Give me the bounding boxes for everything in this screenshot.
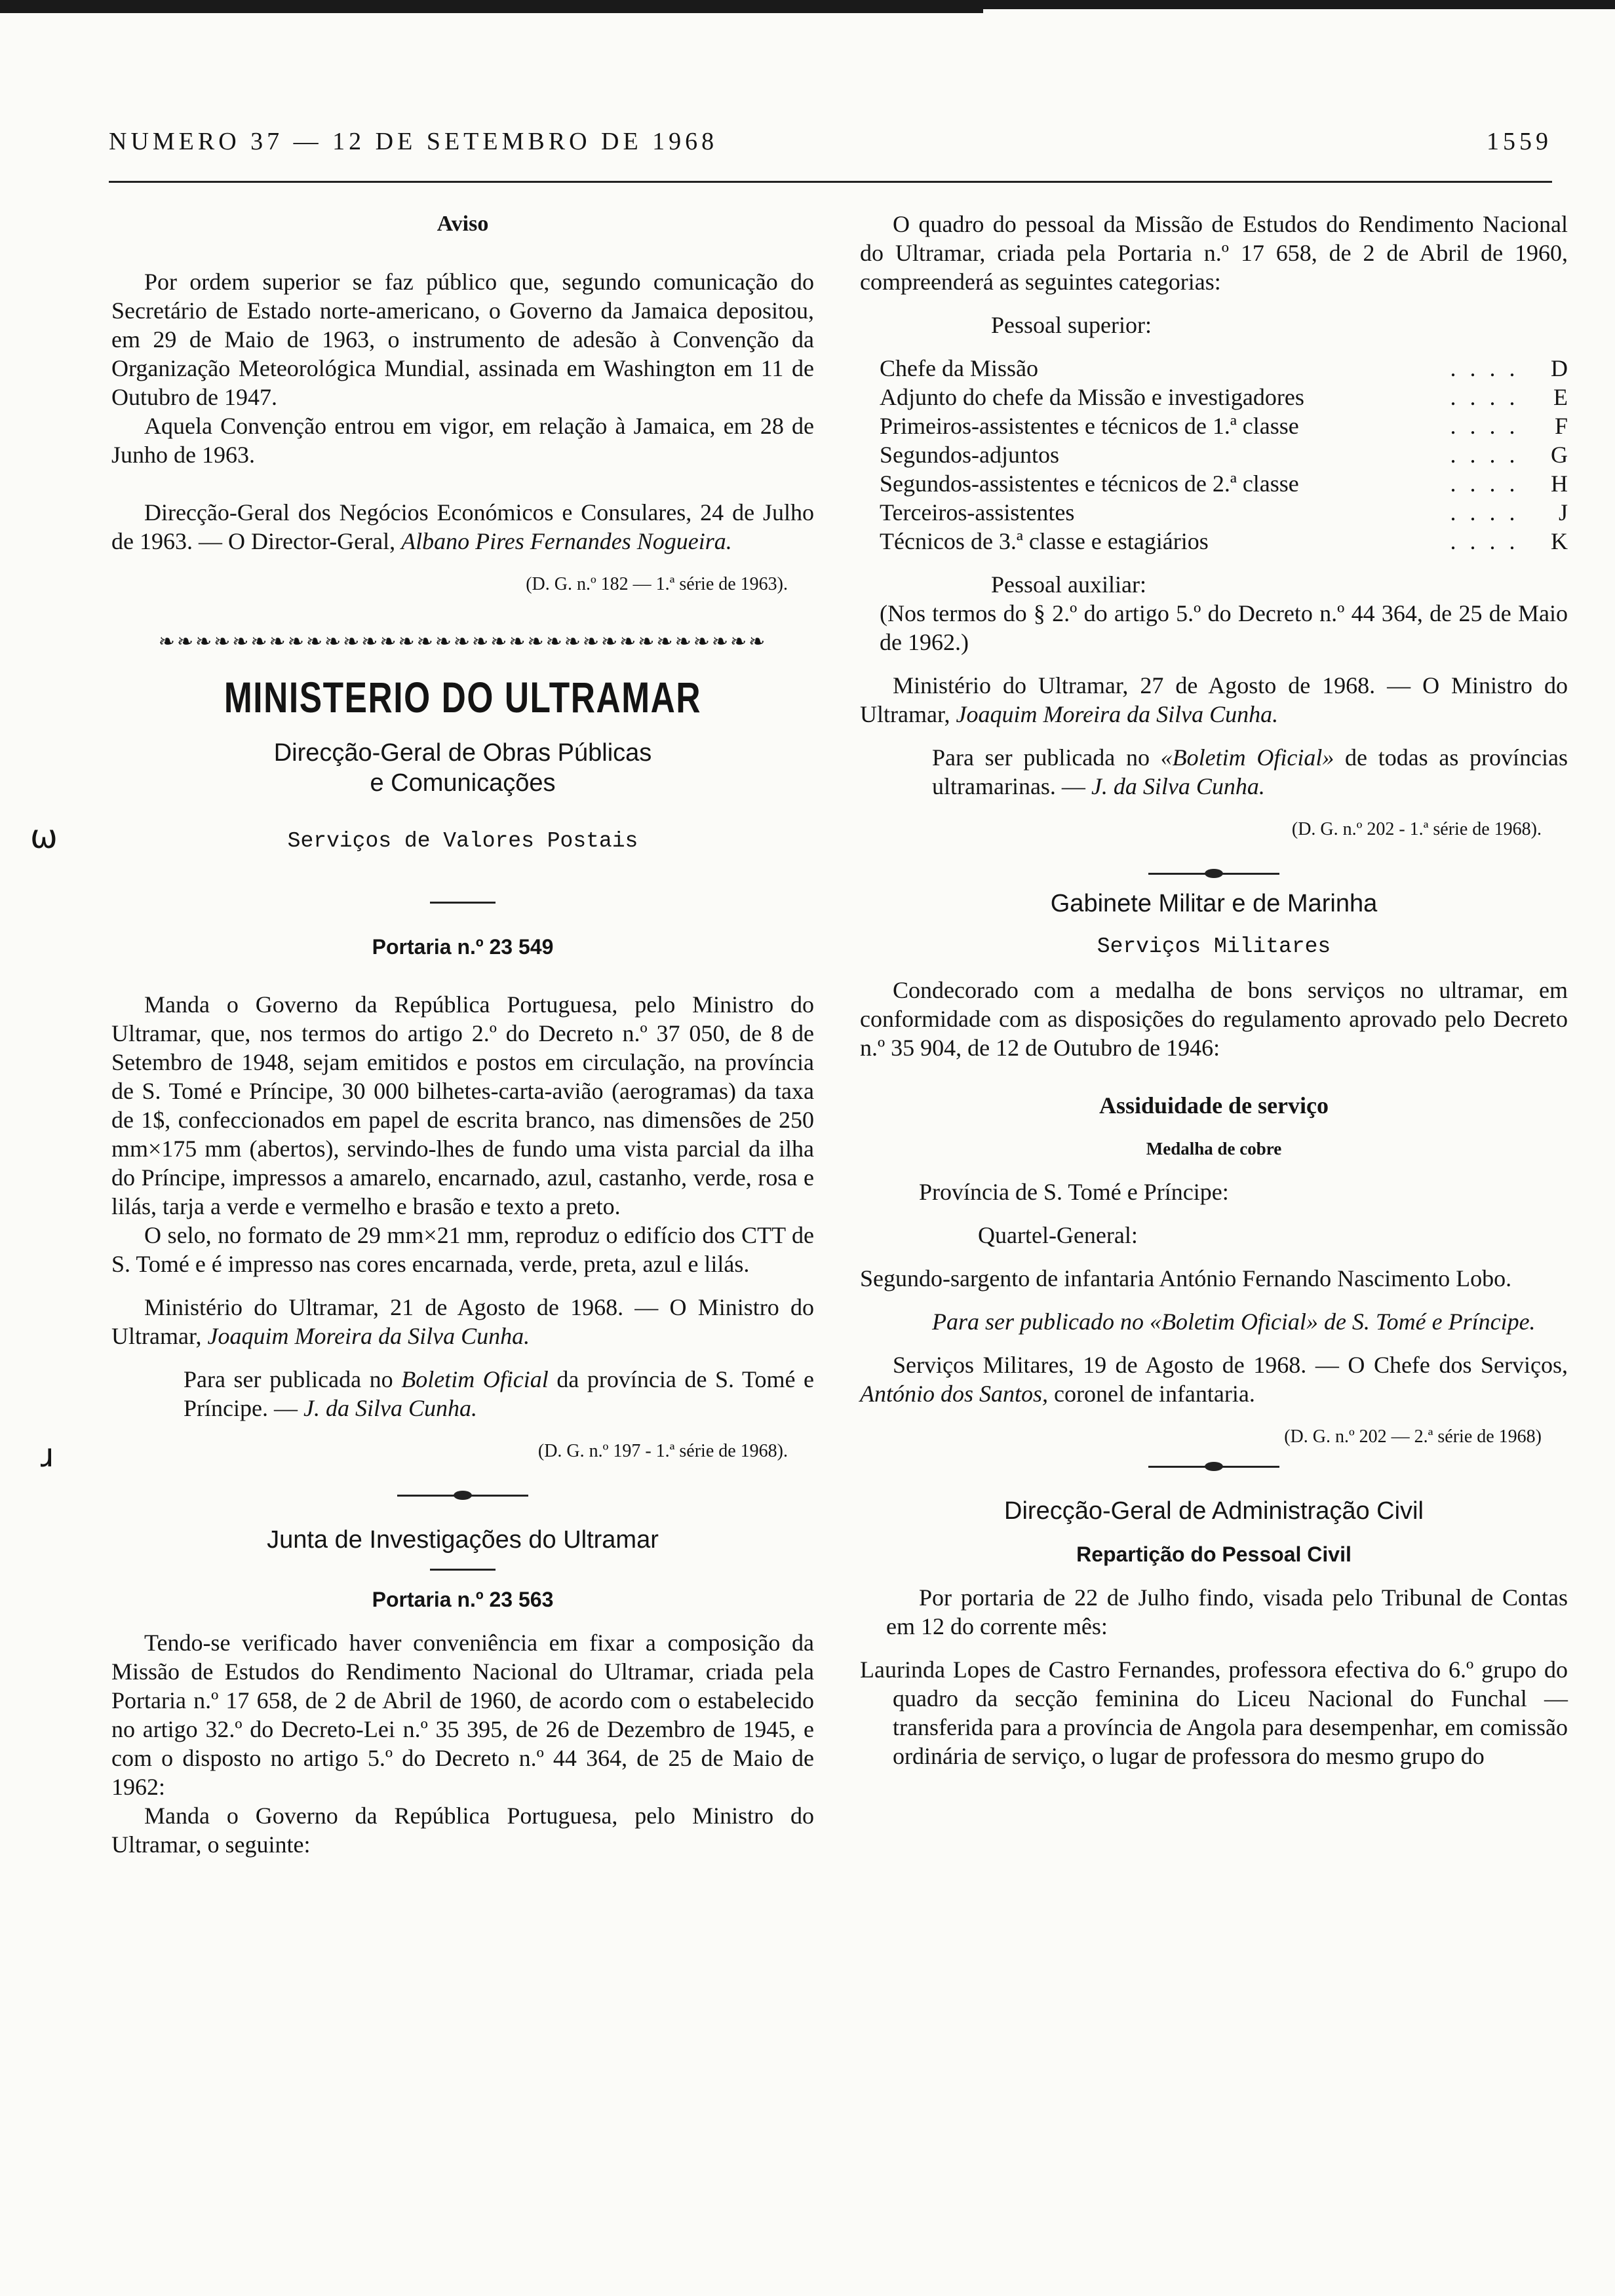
leader-dots: . . . . xyxy=(1450,355,1519,381)
portaria-paragraph: Tendo-se verificado haver conveniência em fixar a composição da Missão de Estudos do Rendimento Nacional do Ultramar, criada pela Portaria n.º 17 658, de 2 de Abril de 1960, de acordo com o estabelecido no artigo 32.º do Decreto-Lei n.º 35 395, de 26 de Dezembro de 1945, e com o disposto no artigo 5.º do Decreto n.º 44 364, de 25 de Maio de 1962: xyxy=(111,1630,814,1800)
province-line: Província de S. Tomé e Príncipe: xyxy=(919,1179,1229,1205)
page-header xyxy=(109,117,1552,156)
decorated-person: Segundo-sargento de infantaria António Fernando Nascimento Lobo. xyxy=(860,1265,1512,1292)
portaria-paragraph: Manda o Governo da República Portuguesa, pelo Ministro do Ultramar, que, nos termos do artigo 2.º do Decreto n.º 37 050, de 8 de Setembro de 1948, sejam emitidos e postos em circulação, na província de S. Tomé e Príncipe, 30 000 bilhetes-carta-avião (aerogramas) da taxa de 1$, confeccionados em papel de escrita branco, nas dimensões de 250 mm×175 mm (abertos), servindo-lhes de fundo uma vista parcial da ilha do Príncipe, impressos a amarelo, encarnado, azul, castanho, verde, rosa e lilás, tarja a verde e vermelho e brasão e texto a preto. xyxy=(111,991,814,1219)
appointment-paragraph: Laurinda Lopes de Castro Fernandes, professora efectiva do 6.º grupo do quadro da secção feminina do Liceu Nacional do Funchal — transferida para a província de Angola para desempenhar, em comissão ordinária de serviço, o lugar de professora do mesmo grupo do xyxy=(860,1656,1568,1769)
publication-order: Para ser publicada no Boletim Oficial da província de S. Tomé e Príncipe. — J. da Silva Cunha. xyxy=(184,1366,815,1421)
category-group-label: Pessoal superior: xyxy=(991,312,1152,338)
category-label: Primeiros-assistentes e técnicos de 1.ª classe xyxy=(880,413,1299,439)
margin-mark-icon: ѡ xyxy=(30,818,58,856)
publication-order: Para ser publicada no «Boletim Oficial» de todas as províncias ultramarinas. — J. da Silva Cunha. xyxy=(932,744,1568,799)
category-label: Chefe da Missão xyxy=(880,355,1038,381)
leader-dots: . . . . xyxy=(1450,470,1519,497)
category-table xyxy=(860,354,1568,556)
portaria-title: Portaria n.º 23 563 xyxy=(372,1588,554,1611)
quadro-paragraph: O quadro do pessoal da Missão de Estudos do Rendimento Nacional do Ultramar, criada pela Portaria n.º 17 658, de 2 de Abril de 1960, compreenderá as seguintes categorias: xyxy=(860,211,1568,295)
ministry-heading: MINISTERIO DO ULTRAMAR xyxy=(224,673,702,721)
aviso-title: Aviso xyxy=(437,212,489,236)
leader-dots: . . . . xyxy=(1450,384,1519,410)
portaria-paragraph: Manda o Governo da República Portuguesa, pelo Ministro do Ultramar, o seguinte: xyxy=(111,1803,814,1858)
quadro-signature: Ministério do Ultramar, 27 de Agosto de 1968. — O Ministro do Ultramar, Joaquim Moreira da Silva Cunha. xyxy=(860,672,1568,727)
category-row xyxy=(860,498,1568,527)
category-class-letter: F xyxy=(1554,413,1568,439)
category-row xyxy=(860,527,1568,556)
service-heading: Serviços de Valores Postais xyxy=(287,829,638,853)
left-column xyxy=(111,210,814,1859)
issue-line: NUMERO 37 — 12 DE SETEMBRO DE 1968 xyxy=(109,128,718,155)
ornament-rule xyxy=(1148,873,1279,875)
category-row xyxy=(860,383,1568,411)
ornament-divider: ❧❧❧❧❧❧❧❧❧❧❧❧❧❧❧❧❧❧❧❧❧❧❧❧❧❧❧❧❧❧❧❧❧ xyxy=(158,631,768,653)
publication-reference: (D. G. n.º 202 - 1.ª série de 1968). xyxy=(1291,819,1542,839)
signatory-name: Joaquim Moreira da Silva Cunha. xyxy=(207,1323,530,1349)
reparticao-heading: Repartição do Pessoal Civil xyxy=(1076,1542,1352,1566)
publication-order: Para ser publicado no «Boletim Oficial» de S. Tomé e Príncipe. xyxy=(932,1309,1536,1335)
signatory-name: Albano Pires Fernandes Nogueira. xyxy=(401,528,732,554)
subheading: Assiduidade de serviço xyxy=(1099,1092,1329,1119)
militar-signature: Serviços Militares, 19 de Agosto de 1968. — O Chefe dos Serviços, António dos Santos, coronel de infantaria. xyxy=(860,1352,1568,1407)
margin-mark-icon: ɹ xyxy=(41,1436,54,1474)
category-label: Segundos-assistentes e técnicos de 2.ª classe xyxy=(880,470,1299,497)
scan-top-border xyxy=(0,0,1615,9)
category-class-letter: H xyxy=(1551,470,1568,497)
category-label: Terceiros-assistentes xyxy=(880,499,1075,526)
category-class-letter: D xyxy=(1551,355,1568,381)
header-rule xyxy=(109,181,1552,183)
dgac-heading: Direcção-Geral de Administração Civil xyxy=(1004,1497,1424,1525)
ornament-rule xyxy=(1148,1466,1279,1468)
category-group-label: Pessoal auxiliar: xyxy=(991,571,1146,598)
portaria-paragraph: O selo, no formato de 29 mm×21 mm, reproduz o edifício dos CTT de S. Tomé e é impresso nas cores encarnada, verde, preta, azul e lilás. xyxy=(111,1222,814,1277)
page-number: 1559 xyxy=(1487,128,1552,155)
category-row xyxy=(860,440,1568,469)
aviso-signature: Direcção-Geral dos Negócios Económicos e Consulares, 24 de Julho de 1963. — O Director-Geral, Albano Pires Fernandes Nogueira. xyxy=(111,499,814,554)
quartel-line: Quartel-General: xyxy=(978,1222,1138,1248)
publication-reference: (D. G. n.º 182 — 1.ª série de 1963). xyxy=(526,574,788,594)
scan-top-border-2 xyxy=(0,9,983,13)
junta-heading: Junta de Investigações do Ultramar xyxy=(267,1526,659,1554)
category-class-letter: G xyxy=(1551,442,1568,468)
category-row xyxy=(860,469,1568,498)
aviso-paragraph: Por ordem superior se faz público que, segundo comunicação do Secretário de Estado norte-americano, o Governo da Jamaica depositou, em 29 de Maio de 1963, o instrumento de adesão à Convenção da Organização Meteorológica Mundial, assinada em Washington em 11 de Outubro de 1947. xyxy=(111,269,814,410)
category-class-letter: K xyxy=(1551,528,1568,554)
category-note: (Nos termos do § 2.º do artigo 5.º do Decreto n.º 44 364, de 25 de Maio de 1962.) xyxy=(880,600,1568,655)
category-label: Adjunto do chefe da Missão e investigadores xyxy=(880,384,1304,410)
category-label: Técnicos de 3.ª classe e estagiários xyxy=(880,528,1209,554)
service-heading: Serviços Militares xyxy=(1097,934,1331,959)
category-row xyxy=(860,354,1568,383)
gabinete-heading: Gabinete Militar e de Marinha xyxy=(1050,890,1378,917)
leader-dots: . . . . xyxy=(1450,442,1519,468)
condecorado-paragraph: Condecorado com a medalha de bons serviços no ultramar, em conformidade com as disposições do regulamento aprovado pelo Decreto n.º 35 904, de 12 de Outubro de 1946: xyxy=(860,977,1568,1061)
category-label: Segundos-adjuntos xyxy=(880,442,1059,468)
leader-dots: . . . . xyxy=(1450,413,1519,439)
leader-dots: . . . . xyxy=(1450,499,1519,526)
directorate-heading: Direcção-Geral de Obras Públicas e Comunicações xyxy=(273,739,652,797)
signatory-name: Joaquim Moreira da Silva Cunha. xyxy=(956,701,1279,727)
category-row xyxy=(860,411,1568,440)
aviso-paragraph: Aquela Convenção entrou em vigor, em relação à Jamaica, em 28 de Junho de 1963. xyxy=(111,413,814,468)
portaria-paragraph: Por portaria de 22 de Julho findo, visada pelo Tribunal de Contas em 12 do corrente mês: xyxy=(886,1584,1568,1639)
ornament-rule xyxy=(397,1495,528,1497)
signatory-name: António dos Santos, xyxy=(860,1381,1049,1407)
category-class-letter: E xyxy=(1553,384,1568,410)
publication-reference: (D. G. n.º 202 — 2.ª série de 1968) xyxy=(1284,1426,1542,1447)
category-class-letter: J xyxy=(1558,499,1568,526)
portaria-signature: Ministério do Ultramar, 21 de Agosto de 1968. — O Ministro do Ultramar, Joaquim Moreira da Silva Cunha. xyxy=(111,1294,814,1349)
leader-dots: . . . . xyxy=(1450,528,1519,554)
portaria-title: Portaria n.º 23 549 xyxy=(372,935,554,959)
subheading-small: Medalha de cobre xyxy=(1146,1139,1282,1158)
publication-reference: (D. G. n.º 197 - 1.ª série de 1968). xyxy=(537,1441,788,1461)
right-column xyxy=(860,210,1568,1770)
